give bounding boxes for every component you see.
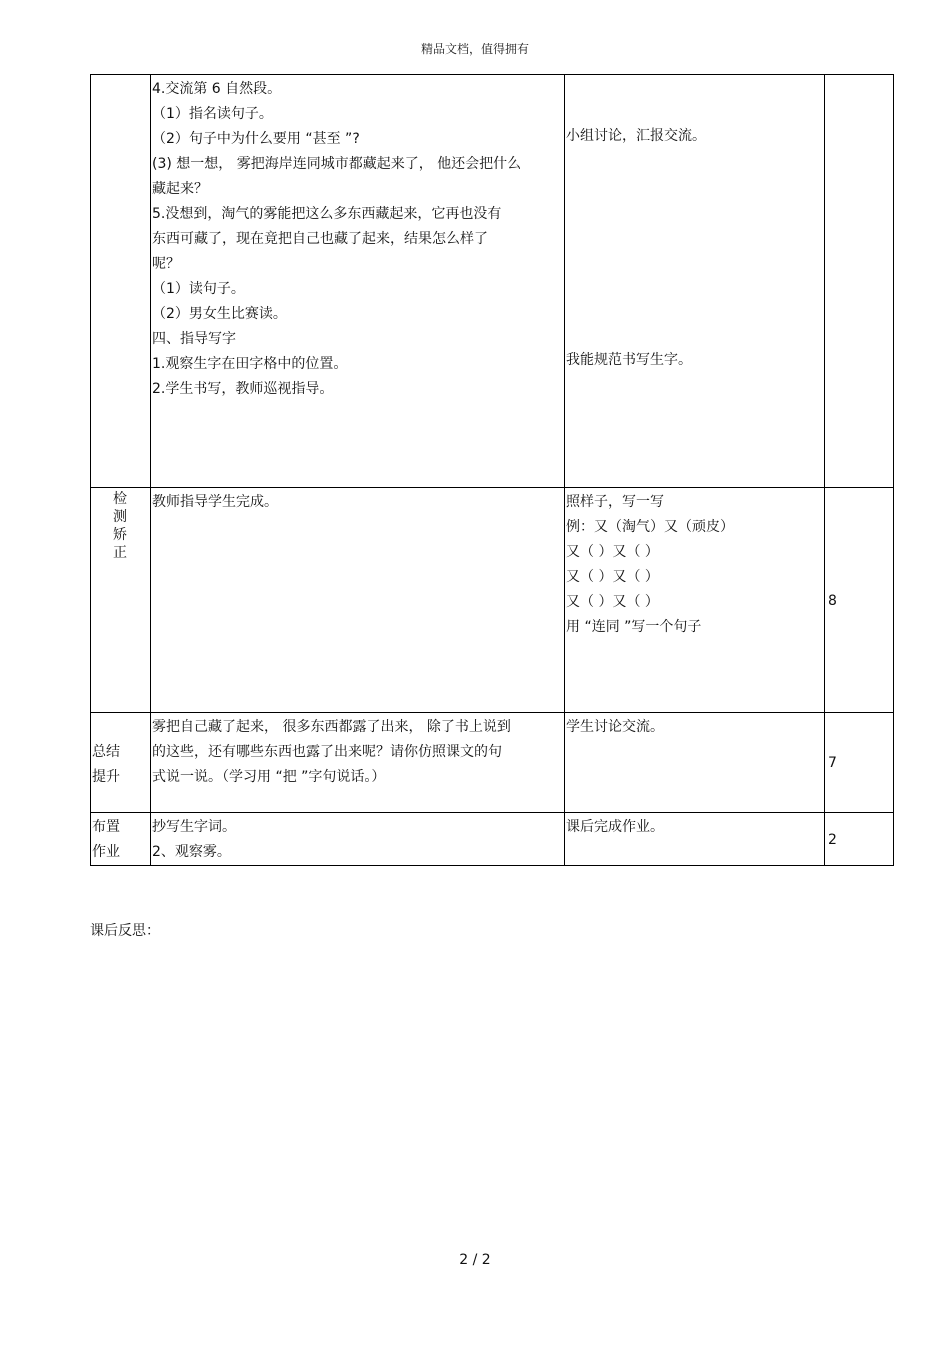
text-line: 照样子，写一写: [566, 494, 664, 510]
text-line: 例：又（淘气）又（顽皮）: [566, 519, 734, 535]
table-row: [91, 488, 894, 713]
text-line: 雾把自己藏了起来， 很多东西都露了出来， 除了书上说到: [152, 719, 511, 735]
minutes-cell: 7: [825, 713, 894, 813]
minutes-cell: 2: [825, 813, 894, 866]
table-row: [91, 75, 894, 488]
text-line: （2）句子中为什么要用 “甚至 ”?: [152, 131, 360, 147]
text-line: 教师指导学生完成。: [152, 494, 278, 510]
student-activity-cell: [565, 488, 825, 713]
text-line: （2）男女生比赛读。: [152, 306, 287, 322]
text-line: 用 “连同 ”写一个句子: [566, 619, 702, 635]
text-line: 学生讨论交流。: [566, 719, 664, 735]
stage-cell: [91, 713, 151, 813]
text-line: 4.交流第 6 自然段。: [152, 81, 282, 97]
text-line: 2.学生书写，教师巡视指导。: [152, 381, 334, 397]
text-line: (3) 想一想， 雾把海岸连同城市都藏起来了， 他还会把什么: [152, 156, 522, 172]
text-line: 东西可藏了，现在竟把自己也藏了起来，结果怎么样了: [152, 231, 488, 247]
text-line: （1）读句子。: [152, 281, 245, 297]
reflection-label: 课后反思：: [90, 923, 160, 939]
stage-cell: [91, 488, 151, 713]
teacher-activity-cell: [151, 813, 565, 866]
text-line: 抄写生字词。: [152, 819, 236, 835]
stage-label: 总结: [92, 744, 120, 760]
minutes-cell: 8: [825, 488, 894, 713]
lesson-table: [90, 74, 894, 866]
text-line: （1）指名读句子。: [152, 106, 273, 122]
student-activity-cell: [565, 813, 825, 866]
minutes-cell: [825, 75, 894, 488]
table-row: [91, 713, 894, 813]
table-row: [91, 813, 894, 866]
stage-cell: [91, 813, 151, 866]
text-line: 5.没想到，淘气的雾能把这么多东西藏起来，它再也没有: [152, 206, 502, 222]
page-header: 精品文档，值得拥有: [420, 42, 529, 56]
stage-cell: [91, 75, 151, 488]
text-line: 课后完成作业。: [566, 819, 664, 835]
page-number: 2 / 2: [459, 1252, 491, 1268]
teacher-activity-cell: [151, 488, 565, 713]
text-line: 我能规范书写生字。: [566, 352, 692, 368]
teacher-activity-cell: [151, 713, 565, 813]
text-line: 式说一说。（学习用 “把 ”字句说话。）: [152, 769, 386, 785]
student-activity-cell: [565, 713, 825, 813]
text-line: 2、观察雾。: [152, 844, 231, 860]
student-activity-cell: [565, 75, 825, 488]
text-line: 四、指导写字: [152, 331, 236, 347]
text-line: 藏起来？: [152, 181, 208, 197]
stage-label: 检测矫正: [113, 491, 127, 561]
teacher-activity-cell: [151, 75, 565, 488]
stage-label: 布置: [92, 819, 120, 835]
stage-label: 提升: [92, 769, 120, 785]
text-line: 1.观察生字在田字格中的位置。: [152, 356, 348, 372]
text-line: 小组讨论，汇报交流。: [566, 128, 706, 144]
text-line: 又（ ）又（ ）: [566, 594, 659, 610]
text-line: 又（ ）又（ ）: [566, 569, 659, 585]
text-line: 又（ ）又（ ）: [566, 544, 659, 560]
stage-label: 作业: [92, 844, 120, 860]
text-line: 的这些，还有哪些东西也露了出来呢？请你仿照课文的句: [152, 744, 502, 760]
text-line: 呢？: [152, 256, 180, 272]
